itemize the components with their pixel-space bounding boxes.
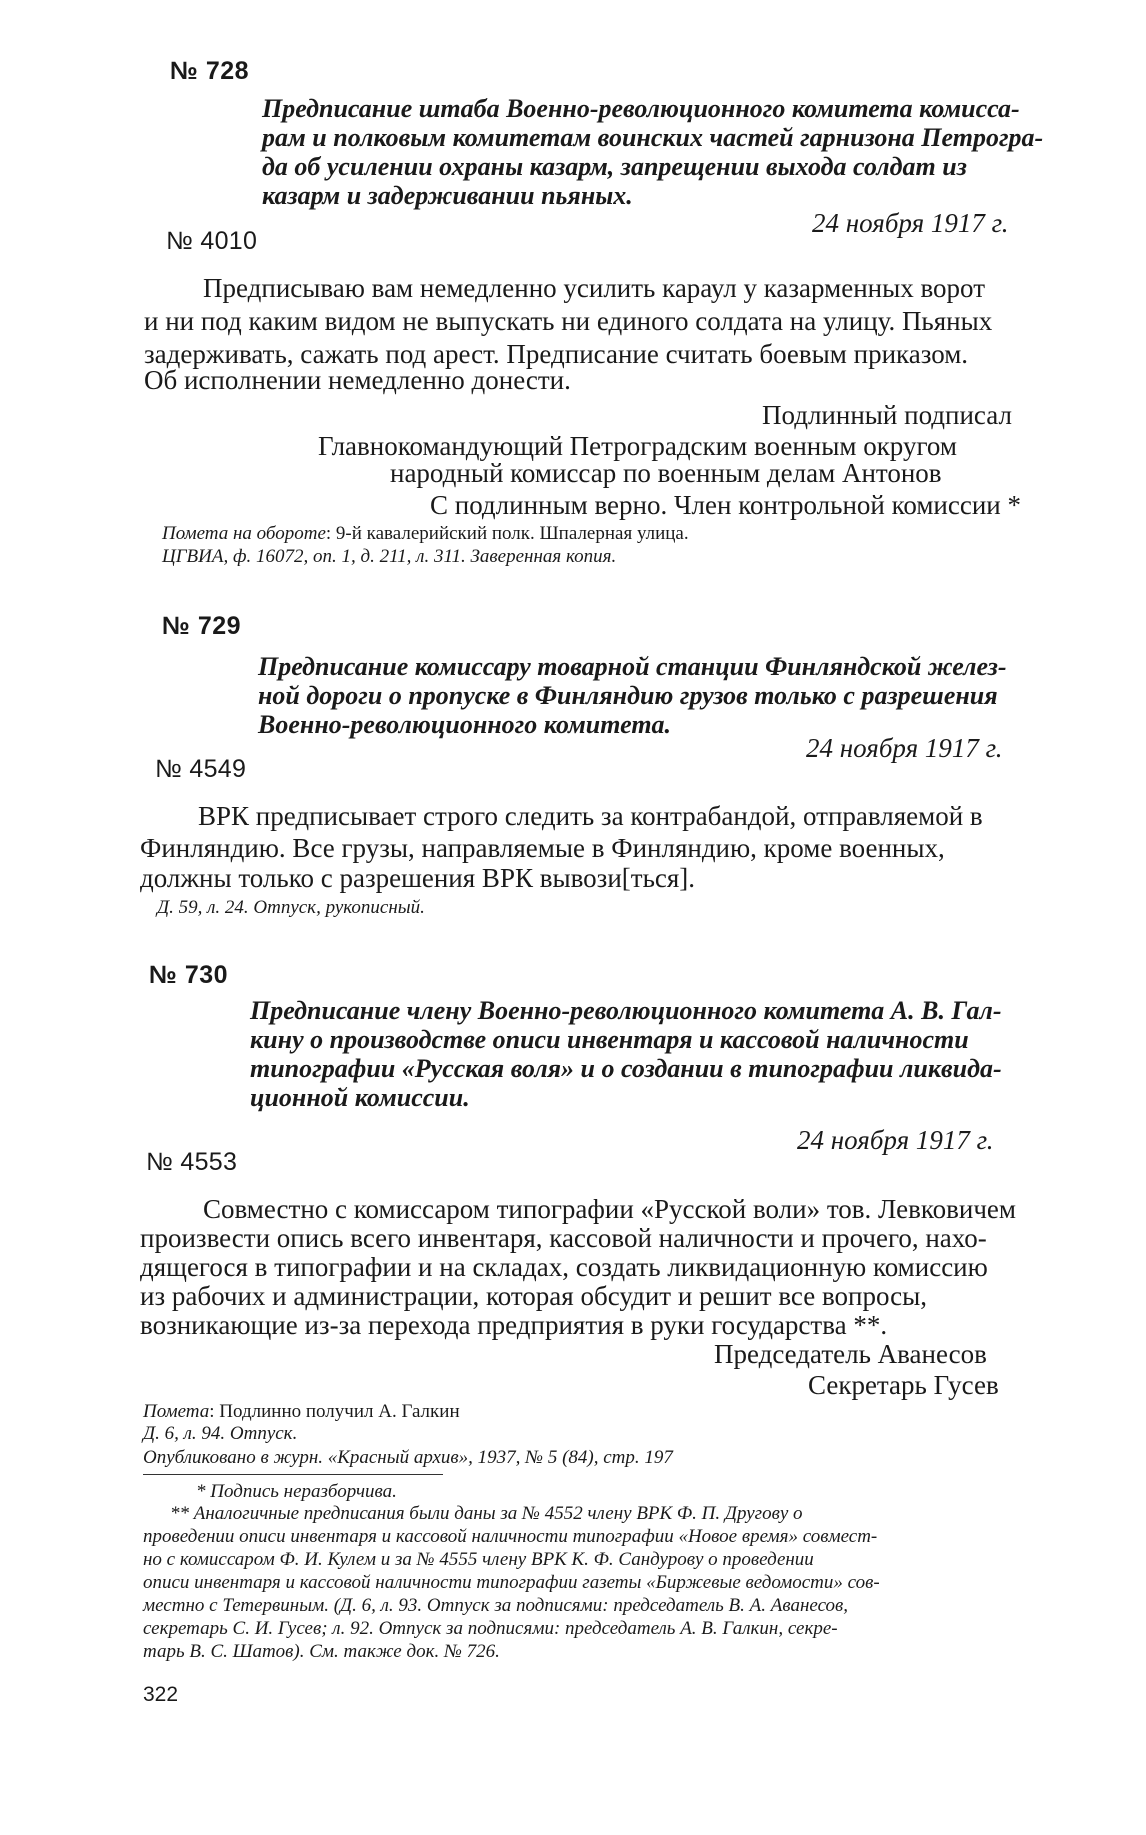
footnote-2-line-2: проведении описи инвентаря и кассовой наличности типографии «Новое время» совмест-	[143, 1526, 878, 1547]
doc-729-date: 24 ноября 1917 г.	[806, 733, 1003, 763]
doc-729-number: № 729	[162, 612, 242, 640]
doc-730-title-line-3: типографии «Русская воля» и о создании в типографии ликвида-	[250, 1054, 1002, 1083]
doc-729-archive: Д. 59, л. 24. Отпуск, рукописный.	[157, 897, 425, 918]
doc-730-body-line-4: из рабочих и администрации, которая обсудит и решит все вопросы,	[140, 1281, 928, 1311]
doc-730-body-line-1: Совместно с комиссаром типографии «Русской воли» тов. Левковичем	[203, 1194, 1016, 1224]
doc-730-signature-line-1: Председатель Аванесов	[714, 1339, 987, 1369]
doc-730-archive-line-2: Опубликовано в журн. «Красный архив», 1937, № 5 (84), стр. 197	[143, 1447, 673, 1468]
doc-729-title-line-3: Военно-революционного комитета.	[258, 710, 672, 739]
doc-728-title-line-1: Предписание штаба Военно-революционного комитета комисса-	[262, 94, 1020, 123]
doc-730-body-line-3: дящегося в типографии и на складах, создать ликвидационную комиссию	[140, 1252, 988, 1282]
doc-730-title-line-2: кину о производстве описи инвентаря и кассовой наличности	[250, 1025, 969, 1054]
doc-728-signature-line-2: Главнокомандующий Петроградским военным округом	[318, 431, 957, 461]
footnote-2-line-1: ** Аналогичные предписания были даны за № 4552 члену ВРК Ф. П. Другову о	[170, 1503, 803, 1524]
footnote-2-line-6: секретарь С. И. Гусев; л. 92. Отпуск за подписями: председатель А. В. Галкин, секре-	[143, 1618, 838, 1639]
doc-729-body-line-3: должны только с разрешения ВРК вывози[ться].	[140, 863, 696, 893]
doc-729-reg-number: № 4549	[155, 755, 247, 783]
doc-728-signature-line-1: Подлинный подписал	[762, 400, 1012, 430]
doc-730-date: 24 ноября 1917 г.	[797, 1125, 994, 1155]
doc-728-date: 24 ноября 1917 г.	[812, 208, 1009, 238]
footnote-2-line-5: местно с Тетервиным. (Д. 6, л. 93. Отпуск за подписями: председатель В. А. Аванесов,	[143, 1595, 849, 1616]
doc-730-body-line-5: возникающие из-за перехода предприятия в руки государства **.	[140, 1310, 888, 1340]
doc-728-title-line-3: да об усилении охраны казарм, запрещении выхода солдат из	[262, 152, 967, 181]
doc-728-note-text: : 9-й кавалерийский полк. Шпалерная улица.	[325, 523, 689, 544]
doc-728-archive: ЦГВИА, ф. 16072, оп. 1, д. 211, л. 311. Заверенная копия.	[162, 546, 617, 567]
doc-728-body-line-4: Об исполнении немедленно донести.	[144, 365, 571, 395]
doc-730-signature-line-2: Секретарь Гусев	[808, 1370, 999, 1400]
footnote-2-line-3: но с комиссаром Ф. И. Кулем и за № 4555 члену ВРК К. Ф. Сандурову о проведении	[143, 1549, 814, 1570]
doc-728-body-line-3: задерживать, сажать под арест. Предписание считать боевым приказом.	[144, 339, 969, 369]
doc-729-title-line-2: ной дороги о пропуске в Финляндию грузов только с разрешения	[258, 681, 998, 710]
doc-730-reg-number: № 4553	[146, 1148, 238, 1176]
doc-729-title-line-1: Предписание комиссару товарной станции Финляндской желез-	[258, 652, 1007, 681]
doc-730-note	[143, 1400, 460, 1423]
doc-730-title-line-1: Предписание члену Военно-революционного комитета А. В. Гал-	[250, 996, 1002, 1025]
doc-729-body-line-2: Финляндию. Все грузы, направляемые в Финляндию, кроме военных,	[140, 833, 945, 863]
doc-728-note-label: Помета на обороте	[162, 523, 326, 544]
doc-730-note-label: Помета	[143, 1401, 210, 1422]
doc-730-archive-line-1: Д. 6, л. 94. Отпуск.	[143, 1423, 298, 1444]
doc-728-signature-line-3: народный комиссар по военным делам Антонов	[390, 458, 942, 488]
doc-728-signature-line-4: С подлинным верно. Член контрольной комиссии *	[430, 490, 1021, 520]
footnote-2-line-4: описи инвентаря и кассовой наличности типографии газеты «Биржевые ведомости» сов-	[143, 1572, 880, 1593]
doc-728-note	[162, 522, 689, 545]
page-number: 322	[143, 1683, 179, 1706]
footnote-2-line-7: тарь В. С. Шатов). См. также док. № 726.	[143, 1641, 500, 1662]
doc-728-body-line-2: и ни под каким видом не выпускать ни единого солдата на улицу. Пьяных	[144, 306, 993, 336]
doc-729-body-line-1: ВРК предписывает строго следить за контрабандой, отправляемой в	[198, 801, 983, 831]
doc-728-body-line-1: Предписываю вам немедленно усилить караул у казарменных ворот	[203, 273, 985, 303]
doc-728-number: № 728	[170, 57, 250, 85]
footnote-1: * Подпись неразборчива.	[196, 1481, 397, 1502]
doc-730-body-line-2: произвести опись всего инвентаря, кассовой наличности и прочего, нахо-	[140, 1223, 987, 1253]
doc-730-title-line-4: ционной комиссии.	[250, 1083, 470, 1112]
doc-730-number: № 730	[149, 961, 229, 989]
doc-730-note-text: : Подлинно получил А. Галкин	[209, 1401, 460, 1422]
doc-728-title-line-2: рам и полковым комитетам воинских частей гарнизона Петрогра-	[262, 123, 1044, 152]
doc-728-title-line-4: казарм и задерживании пьяных.	[262, 181, 633, 210]
footnote-divider	[143, 1474, 443, 1475]
doc-728-reg-number: № 4010	[166, 227, 258, 255]
